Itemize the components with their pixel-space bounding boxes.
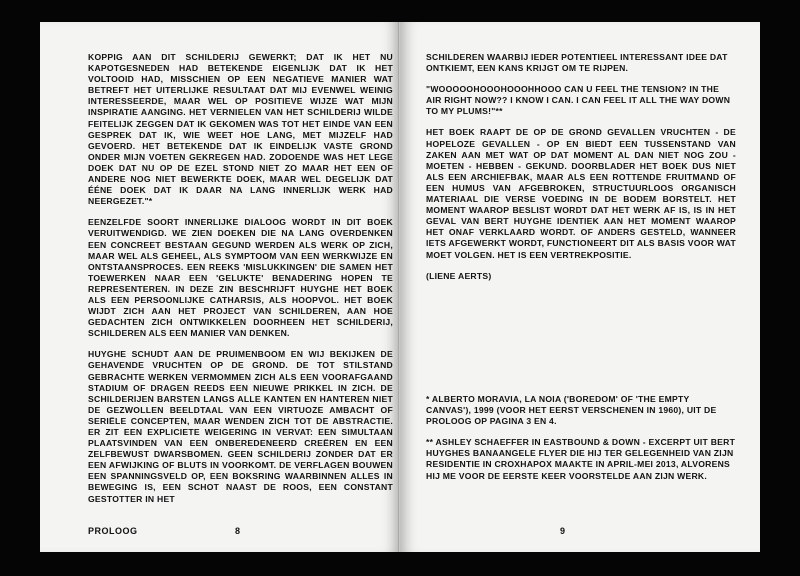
paragraph: EENZELFDE SOORT INNERLIJKE DIALOOG WORDT IN DIT BOEK VERUITWENDIGD. WE ZIEN DOEKEN DIE NA LANG OVERDENKEN EEN CONCREET BESTAAN GEGUND WERDEN ALS WERK OP ZICH, MAAR WEL ALS GEHEEL, ALS SYMPTOOM VAN EEN WERKWIJZE EN ONTSTAANSPROCES. EEN REEKS 'MISLUKKINGEN' DIE SAMEN HET TOEWERKEN NAAR EEN 'GELUKTE' BENADERING HOPEN TE REPRESENTEREN. IN DEZE ZIN BESCHRIJFT HUYGHE HET BOEK ALS EEN PERSOONLIJKE CATHARSIS, ALS HOOPVOL. HET BOEK WIJDT ZICH AAN HET PROJECT VAN SCHILDEREN, AAN HOE GEDACHTEN ZICH ONTWIKKELEN DOORHEEN HET SCHILDERIJ, SCHILDEREN ALS EEN MANIER VAN DENKEN. [88, 217, 393, 339]
paragraph: SCHILDEREN WAARBIJ IEDER POTENTIEEL INTERESSANT IDEE DAT ONTKIEMT, EEN KANS KRIJGT OM TE RIJPEN. [426, 52, 728, 74]
author-credit: (LIENE AERTS) [426, 270, 492, 281]
quote-paragraph: "WOOOOOHOOOHOOOHHOOO CAN U FEEL THE TENSION? IN THE AIR RIGHT NOW?? I KNOW I CAN. I CAN FEEL IT ALL THE WAY DOWN TO MY PLUMS!"** [426, 84, 731, 117]
running-footer-title: PROLOOG [88, 526, 138, 536]
right-page-body [426, 52, 736, 292]
page-number: 9 [560, 526, 566, 536]
paragraph: HUYGHE SCHUDT AAN DE PRUIMENBOOM EN WIJ BEKIJKEN DE GEHAVENDE VRUCHTEN OP DE GROND. DE TOT STILSTAND GEBRACHTE WERKEN VERMOMMEN ZICH ALS EEN VOORAFGAAND STADIUM OF DRAGEN REEDS EEN NIEUWE PRIKKEL IN ZICH. DE SCHILDERIJEN BARSTEN LANGS ALLE KANTEN EN HANTEREN NIET DE GEZWOLLEN BEELDTAAL VAN EEN VIRTUOZE AMBACHT OF SERIËLE CONCEPTEN, MAAR WENDEN ZICH TOT DE ABSTRACTIE. ER ZIT EEN EXPLICIETE WEIGERING IN VERVAT: EEN SIMULTAAN PLAATSVINDEN VAN EEN ONBEREDENEERD CREËREN EN EEN ZELFBEWUST DWARSBOMEN. GEEN SCHILDERIJ ZONDER DAT ER EEN AFWIJKING OF BLUTS IN VOORKOMT. DE VERFLAGEN BOUWEN EEN SPANNINGSVELD OP, EEN BOKSRING WAARBINNEN ALLES IN BEWEGING IS, EEN SCHOT NAAST DE ROOS, EEN CONSTANT GESTOTTER IN HET [88, 349, 393, 504]
footnotes [426, 394, 736, 492]
footnote: ** ASHLEY SCHAEFFER IN EASTBOUND & DOWN - EXCERPT UIT BERT HUYGHES BANAANGELE FLYER DIE HIJ TER GELEGENHEID VAN ZIJN RESIDENTIE IN CROXHAPOX MAAKTE IN APRIL-MEI 2013, ALVORENS HIJ ME VOOR DE EERSTE KEER VOORSTELDE AAN ZIJN WERK. [426, 437, 736, 481]
left-page-body [88, 52, 393, 515]
left-page [40, 22, 400, 552]
paragraph: KOPPIG AAN DIT SCHILDERIJ GEWERKT; DAT IK HET NU KAPOTGESNEDEN HAD BETEKENDE EIGENLIJK DAT IK HET VOLTOOID HAD, MISSCHIEN OP EEN NEGATIEVE MANIER WAT BETREFT HET UITERLIJKE RESULTAAT DAT MIJ EVENWEL WEINIG INTERESSEERDE, MAAR WEL OP POSITIEVE WIJZE WAT MIJN INSPIRATIE AANGING. HET VERNIELEN VAN HET SCHILDERIJ WILDE FEITELIJK ZEGGEN DAT IK GEKOMEN WAS TOT HET EINDE VAN EEN GESPREK DAT IK, WIE WEET HOE LANG, MET MIJZELF HAD GEVOERD. HET BETEKENDE DAT IK EINDELIJK VASTE GROND ONDER MIJN VOETEN GEKREGEN HAD. ZODOENDE WAS HET LEGE DOEK DAT NU OP DE EZEL STOND NIET ZO MAAR HET EEN OF ANDERE NOG NIET BEWERKTE DOEK, MAAR WEL DEGELIJK DAT ÉÉNE DOEK DAT IK DAAR NA LANG INNERLIJK WERK HAD NEERGEZET."* [88, 52, 393, 207]
page-number: 8 [235, 526, 241, 536]
paragraph: HET BOEK RAAPT DE OP DE GROND GEVALLEN VRUCHTEN - DE HOPELOZE GEVALLEN - OP EN BIEDT EEN TUSSENSTAND VAN ZAKEN AAN MET WAT OP DAT MOMENT AL DAN NIET NOG ZOU - MOETEN - HEBBEN - GEKUND. DOORBLADER HET BOEK DUS NIET ALS EEN ARCHIEFBAK, MAAR ALS EEN ROTTENDE FRUITMAND OF EEN HUMUS VAN AFGEBROKEN, STRUCTUURLOOS ORGANISCH MATERIAAL DIE VERSE VOEDING IN DE BODEM BORSTELT. HET MOMENT WAAROP BESLIST WORDT DAT HET WERK AF IS, IS IN HET GEVAL VAN BERT HUYGHE IDENTIEK AAN HET MOMENT WAAROP HET ONAF VERKLAARD WORDT. OF ANDERS GESTELD, WANNEER IETS AFGEWERKT WORDT, FUNCTIONEERT DIT ALS BASIS VOOR WAT MOET VOLGEN. HET IS EEN VERTREKPOSITIE. [426, 127, 736, 260]
footnote: * ALBERTO MORAVIA, LA NOIA ('BOREDOM' OF 'THE EMPTY CANVAS'), 1999 (VOOR HET EERST VERSCHENEN IN 1960), UIT DE PROLOOG OP PAGINA 3 EN 4. [426, 394, 717, 427]
right-page [400, 22, 760, 552]
